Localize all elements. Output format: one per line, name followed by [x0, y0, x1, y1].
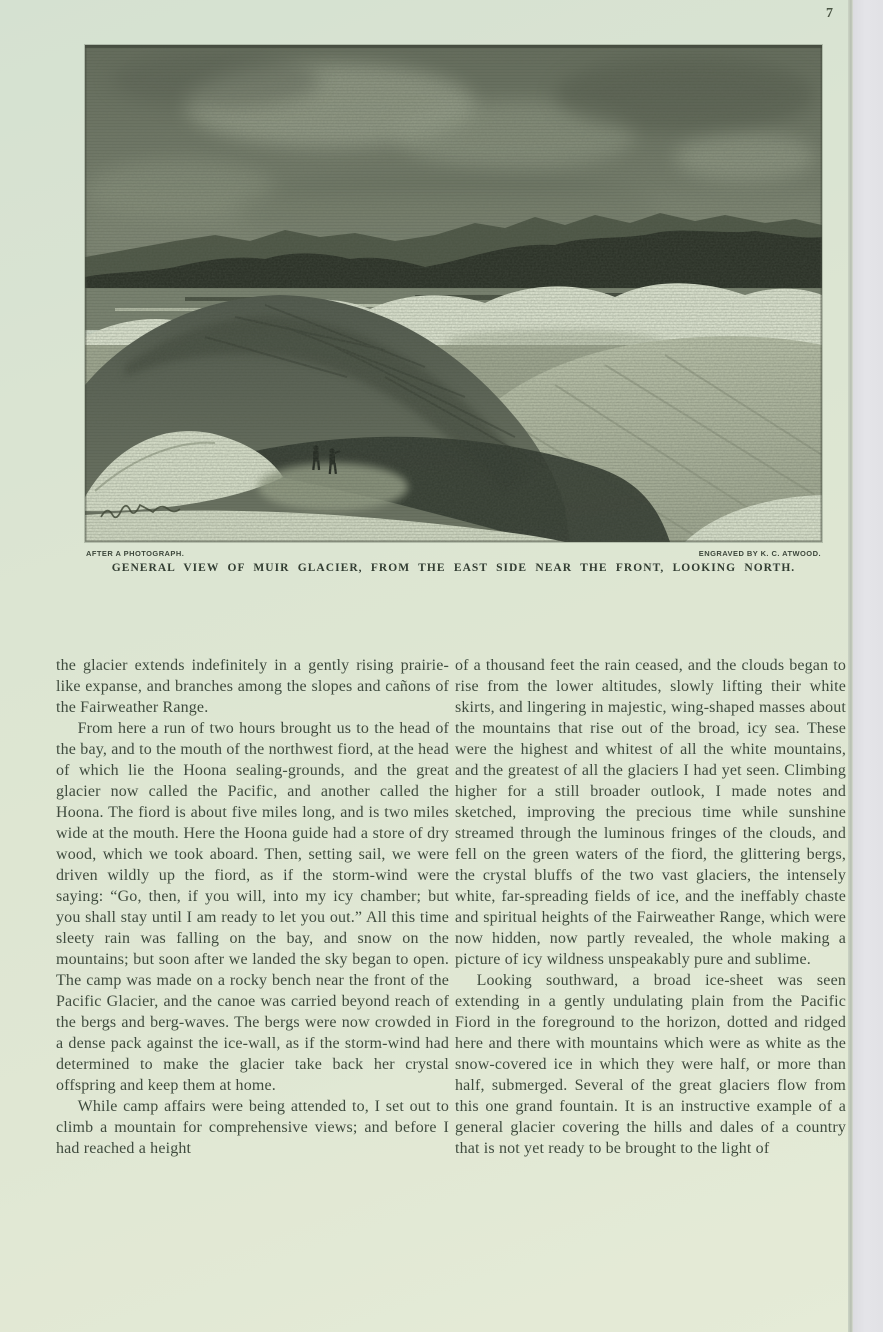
- paragraph: From here a run of two hours brought us to the head of the bay, and to the mouth of the northwest fiord, at the head of which lie the Hoona sealing-grounds, and the great glacier now called the Pacific, and another called the Hoona. The fiord is about five miles long, and is two miles wide at the mouth. Here the Hoona guide had a store of dry wood, which we took aboard. Then, setting sail, we were driven wildly up the fiord, as if the storm-wind were saying: “Go, then, if you will, into my icy chamber; but you shall stay until I am ready to let you out.” All this time sleety rain was falling on the bay, and snow on the mountains; but soon after we landed the sky began to open. The camp was made on a rocky bench near the front of the Pacific Glacier, and the canoe was carried beyond reach of the bergs and berg-waves. The bergs were now crowded in a dense pack against the ice-wall, as if the storm-wind had determined to make the glacier take back her crystal offspring and keep them at home.: [56, 720, 449, 1094]
- engraving-credits: [86, 549, 821, 558]
- page-number: 7: [826, 6, 833, 21]
- scan-background-strip: [853, 0, 883, 1332]
- photo-credit: AFTER A PHOTOGRAPH.: [86, 549, 185, 558]
- text-column-left: [56, 655, 449, 1159]
- paragraph: the glacier extends indefinitely in a gently rising prairie-like expanse, and branches among the slopes and cañons of the Fairweather Range.: [56, 657, 449, 716]
- engraving-illustration: [85, 45, 822, 542]
- muir-glacier-engraving: [85, 45, 822, 542]
- paragraph: While camp affairs were being attended to, I set out to climb a mountain for comprehensive views; and before I had reached a height: [56, 1098, 449, 1157]
- engraving-caption: GENERAL VIEW OF MUIR GLACIER, FROM THE EAST SIDE NEAR THE FRONT, LOOKING NORTH.: [111, 562, 796, 574]
- text-column-right: [455, 655, 846, 1159]
- paragraph: of a thousand feet the rain ceased, and the clouds began to rise from the lower altitudes, slowly lifting their white skirts, and lingering in majestic, wing-shaped masses about the mountains that rise out of the broad, icy sea. These were the highest and whitest of all the white mountains, and the greatest of all the glaciers I had yet seen. Climbing higher for a still broader outlook, I made notes and sketched, improving the precious time while sunshine streamed through the luminous fringes of the clouds, and fell on the green waters of the fiord, the glittering bergs, the crystal bluffs of the two vast glaciers, the intensely white, far-spreading fields of ice, and the ineffably chaste and spiritual heights of the Fairweather Range, which were now hidden, now partly revealed, the whole making a picture of icy wildness unspeakably pure and sublime.: [455, 657, 846, 968]
- paragraph: Looking southward, a broad ice-sheet was seen extending in a gently undulating plain from the Pacific Fiord in the foreground to the horizon, dotted and ridged here and there with mountains which were as white as the snow-covered ice in which they were half, or more than half, submerged. Several of the great glaciers flow from this one grand fountain. It is an instructive example of a general glacier covering the hills and dales of a country that is not yet ready to be brought to the light of: [455, 972, 846, 1157]
- engraver-credit: ENGRAVED BY K. C. ATWOOD.: [698, 549, 821, 558]
